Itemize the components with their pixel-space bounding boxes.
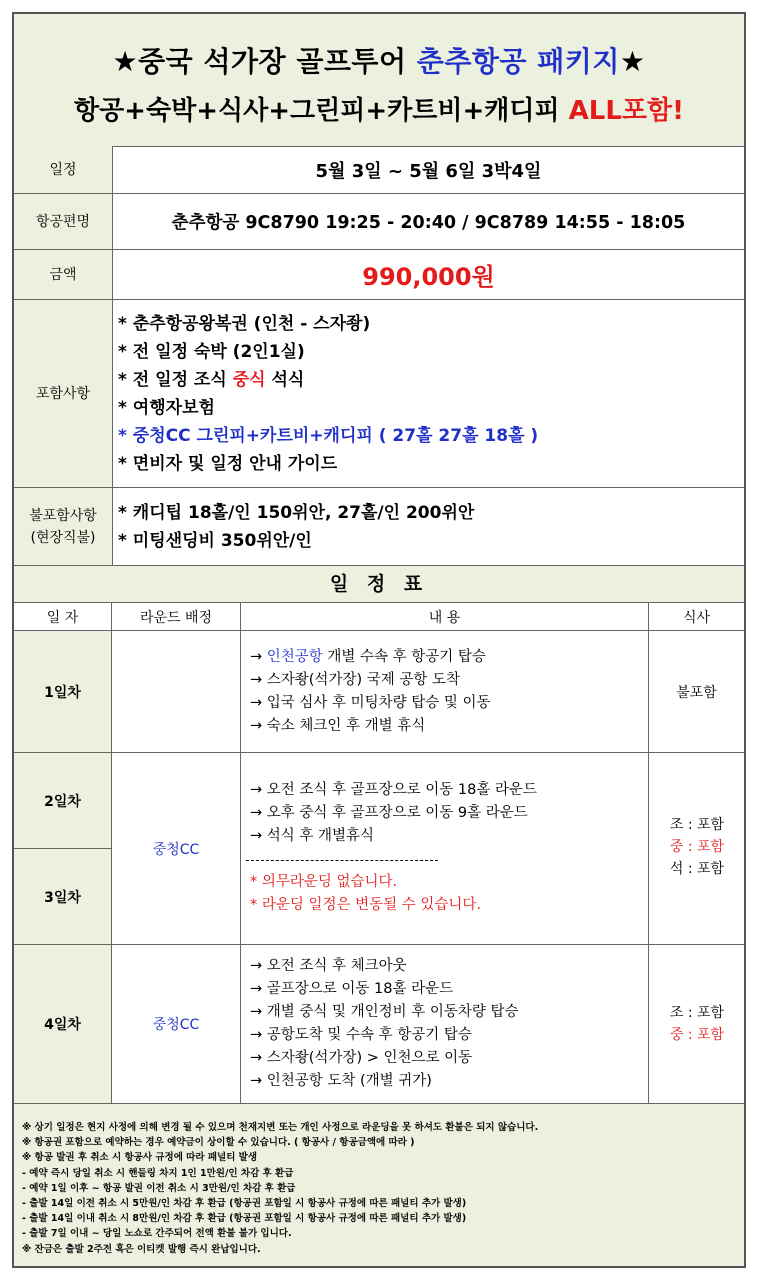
included-label: 포함사항 — [14, 300, 113, 487]
excluded-label — [14, 488, 113, 565]
header-subtitle — [14, 90, 744, 127]
price-row — [14, 250, 744, 300]
included-item: * 전 일정 숙박 (2인1실) — [118, 341, 305, 362]
day1-line — [250, 646, 491, 669]
note-line: * 의무라운딩 없습니다. — [250, 874, 398, 890]
meal-breakfast: 조 : 포함 — [669, 817, 725, 833]
day23-line: → 오전 조식 후 골프장으로 이동 18홀 라운드 — [250, 782, 537, 798]
day4-meals — [650, 1002, 744, 1046]
meal-lunch: 중 : 포함 — [669, 839, 725, 855]
footer-notes — [14, 1104, 744, 1266]
day23-line: → 오후 중식 후 골프장으로 이동 9홀 라운드 — [250, 805, 528, 821]
day23-notes — [250, 871, 481, 917]
footer-note: - 출발 14일 이전 취소 시 5만원/인 차감 후 환급 (항공권 포함일 시 항공사 규정에 따른 패널티 추가 발생) — [22, 1198, 467, 1210]
footer-note: ※ 항공 발권 후 취소 시 항공사 규정에 따라 패널티 발생 — [22, 1152, 258, 1164]
day1-meal: 불포함 — [649, 631, 744, 753]
flight-label: 항공편명 — [14, 194, 113, 249]
title-star: ★ — [619, 45, 646, 78]
meal-lunch: 중 : 포함 — [669, 1027, 725, 1043]
footer-note: - 예약 1일 이후 ~ 항공 발권 이전 취소 시 3만원/인 차감 후 환급 — [22, 1182, 296, 1194]
day4-line: → 인천공항 도착 (개별 귀가) — [250, 1073, 432, 1089]
schedule-row — [14, 146, 744, 194]
day1-round — [112, 631, 241, 753]
incheon-airport-highlight: 인천공항 — [266, 649, 323, 665]
title-airline-package: 춘추항공 패키지 — [416, 45, 620, 78]
day4-line: → 개별 중식 및 개인정비 후 이동차량 탑승 — [250, 1004, 519, 1020]
excluded-row — [14, 488, 744, 566]
tour-flyer — [12, 12, 746, 1268]
day2-label: 2일차 — [14, 753, 112, 849]
col-header-round: 라운드 배정 — [112, 603, 241, 631]
included-row — [14, 300, 744, 488]
day1-line: → 스자좡(석가장) 국제 공항 도착 — [250, 672, 460, 688]
meal-dinner: 석 : 포함 — [669, 861, 725, 877]
footer-note: ※ 상기 일정은 현지 사정에 의해 변경 될 수 있으며 천재지변 또는 개인 사정으로 라운딩을 못 하셔도 환불은 되지 않습니다. — [22, 1122, 539, 1133]
day23-meals — [650, 814, 744, 880]
footer-note: ※ 잔금은 출발 2주전 혹은 이티켓 발행 즉시 완납입니다. — [22, 1243, 261, 1255]
excluded-item: * 미팅샌딩비 350위안/인 — [118, 530, 312, 551]
day23-content — [250, 779, 537, 848]
day4-line: → 골프장으로 이동 18홀 라운드 — [250, 981, 454, 997]
price-label: 금액 — [14, 250, 113, 299]
day4-line: → 스자좡(석가장) > 인천으로 이동 — [250, 1050, 473, 1066]
included-item: * 여행자보험 — [118, 397, 215, 418]
schedule-value: 5월 3일 ~ 5월 6일 3박4일 — [315, 160, 542, 182]
included-item-greenfee: * 중청CC 그린피+카트비+캐디피 ( 27홀 27홀 18홀 ) — [118, 425, 539, 446]
day1-line: → 숙소 체크인 후 개별 휴식 — [250, 718, 426, 734]
col-header-day: 일 자 — [14, 603, 112, 631]
divider — [246, 860, 438, 861]
day4-line: → 오전 조식 후 체크아웃 — [250, 958, 407, 974]
meal-text: 석식 — [265, 369, 305, 390]
flight-value: 춘추항공 9C8790 19:25 - 20:40 / 9C8789 14:55 - 18:05 — [171, 213, 686, 233]
day23-line: → 석식 후 개별휴식 — [250, 828, 375, 844]
excluded-list — [118, 488, 740, 565]
subtitle-all-included: ALL포함! — [568, 96, 685, 126]
day1-line-text: 개별 수속 후 항공기 탑승 — [322, 649, 486, 665]
note-line: * 라운딩 일정은 변동될 수 있습니다. — [250, 897, 482, 913]
included-item: * 춘추항공왕복권 (인천 - 스자좡) — [118, 313, 371, 334]
price-value: 990,000원 — [362, 263, 495, 291]
excluded-item: * 캐디팁 18홀/인 150위안, 27홀/인 200위안 — [118, 502, 475, 523]
header-title — [14, 40, 744, 80]
flyer-header — [14, 14, 744, 147]
col-header-content: 내 용 — [241, 603, 649, 631]
title-part-1: ★중국 석가장 골프투어 — [112, 45, 417, 78]
excluded-label-line1: 불포함사항 — [29, 507, 97, 524]
col-header-meal: 식사 — [649, 603, 744, 631]
included-item: * 면비자 및 일정 안내 가이드 — [118, 453, 338, 474]
meal-breakfast: 조 : 포함 — [669, 1005, 725, 1021]
included-item — [118, 366, 740, 394]
meal-text: * 전 일정 조식 — [118, 369, 233, 390]
day4-content — [250, 955, 519, 1093]
schedule-label: 일정 — [14, 146, 113, 193]
footer-note: - 예약 즉시 당일 취소 시 핸들링 차지 1인 1만원/인 차감 후 환급 — [22, 1167, 294, 1179]
footer-note: ※ 항공권 포함으로 예약하는 경우 예약금이 상이할 수 있습니다. ( 항공사 / 항공금액에 따라 ) — [22, 1137, 415, 1149]
flight-row — [14, 194, 744, 250]
arrow-text: → — [250, 649, 267, 665]
schedule-table-title: 일 정 표 — [14, 566, 744, 603]
lunch-highlight: 중식 — [232, 369, 266, 390]
day4-line: → 공항도착 및 수속 후 항공기 탑승 — [250, 1027, 472, 1043]
footer-note: - 출발 7일 이내 ~ 당일 노쇼로 간주되어 전액 환불 불가 입니다. — [22, 1228, 292, 1240]
day1-line: → 입국 심사 후 미팅차량 탑승 및 이동 — [250, 695, 491, 711]
footer-note: - 출발 14일 이내 취소 시 8만원/인 차감 후 환급 (항공권 포함일 시 항공사 규정에 따른 패널티 추가 발생) — [22, 1213, 467, 1225]
day1-content — [250, 646, 491, 738]
day4-label: 4일차 — [14, 945, 112, 1104]
day23-round: 중청CC — [112, 753, 241, 945]
included-list — [118, 300, 740, 487]
day3-label: 3일차 — [14, 849, 112, 945]
day1-label: 1일차 — [14, 631, 112, 753]
excluded-label-line2: (현장직불) — [30, 529, 96, 546]
day4-round: 중청CC — [112, 945, 241, 1104]
subtitle-includes: 항공+숙박+식사+그린피+카트비+캐디피 — [73, 96, 569, 126]
